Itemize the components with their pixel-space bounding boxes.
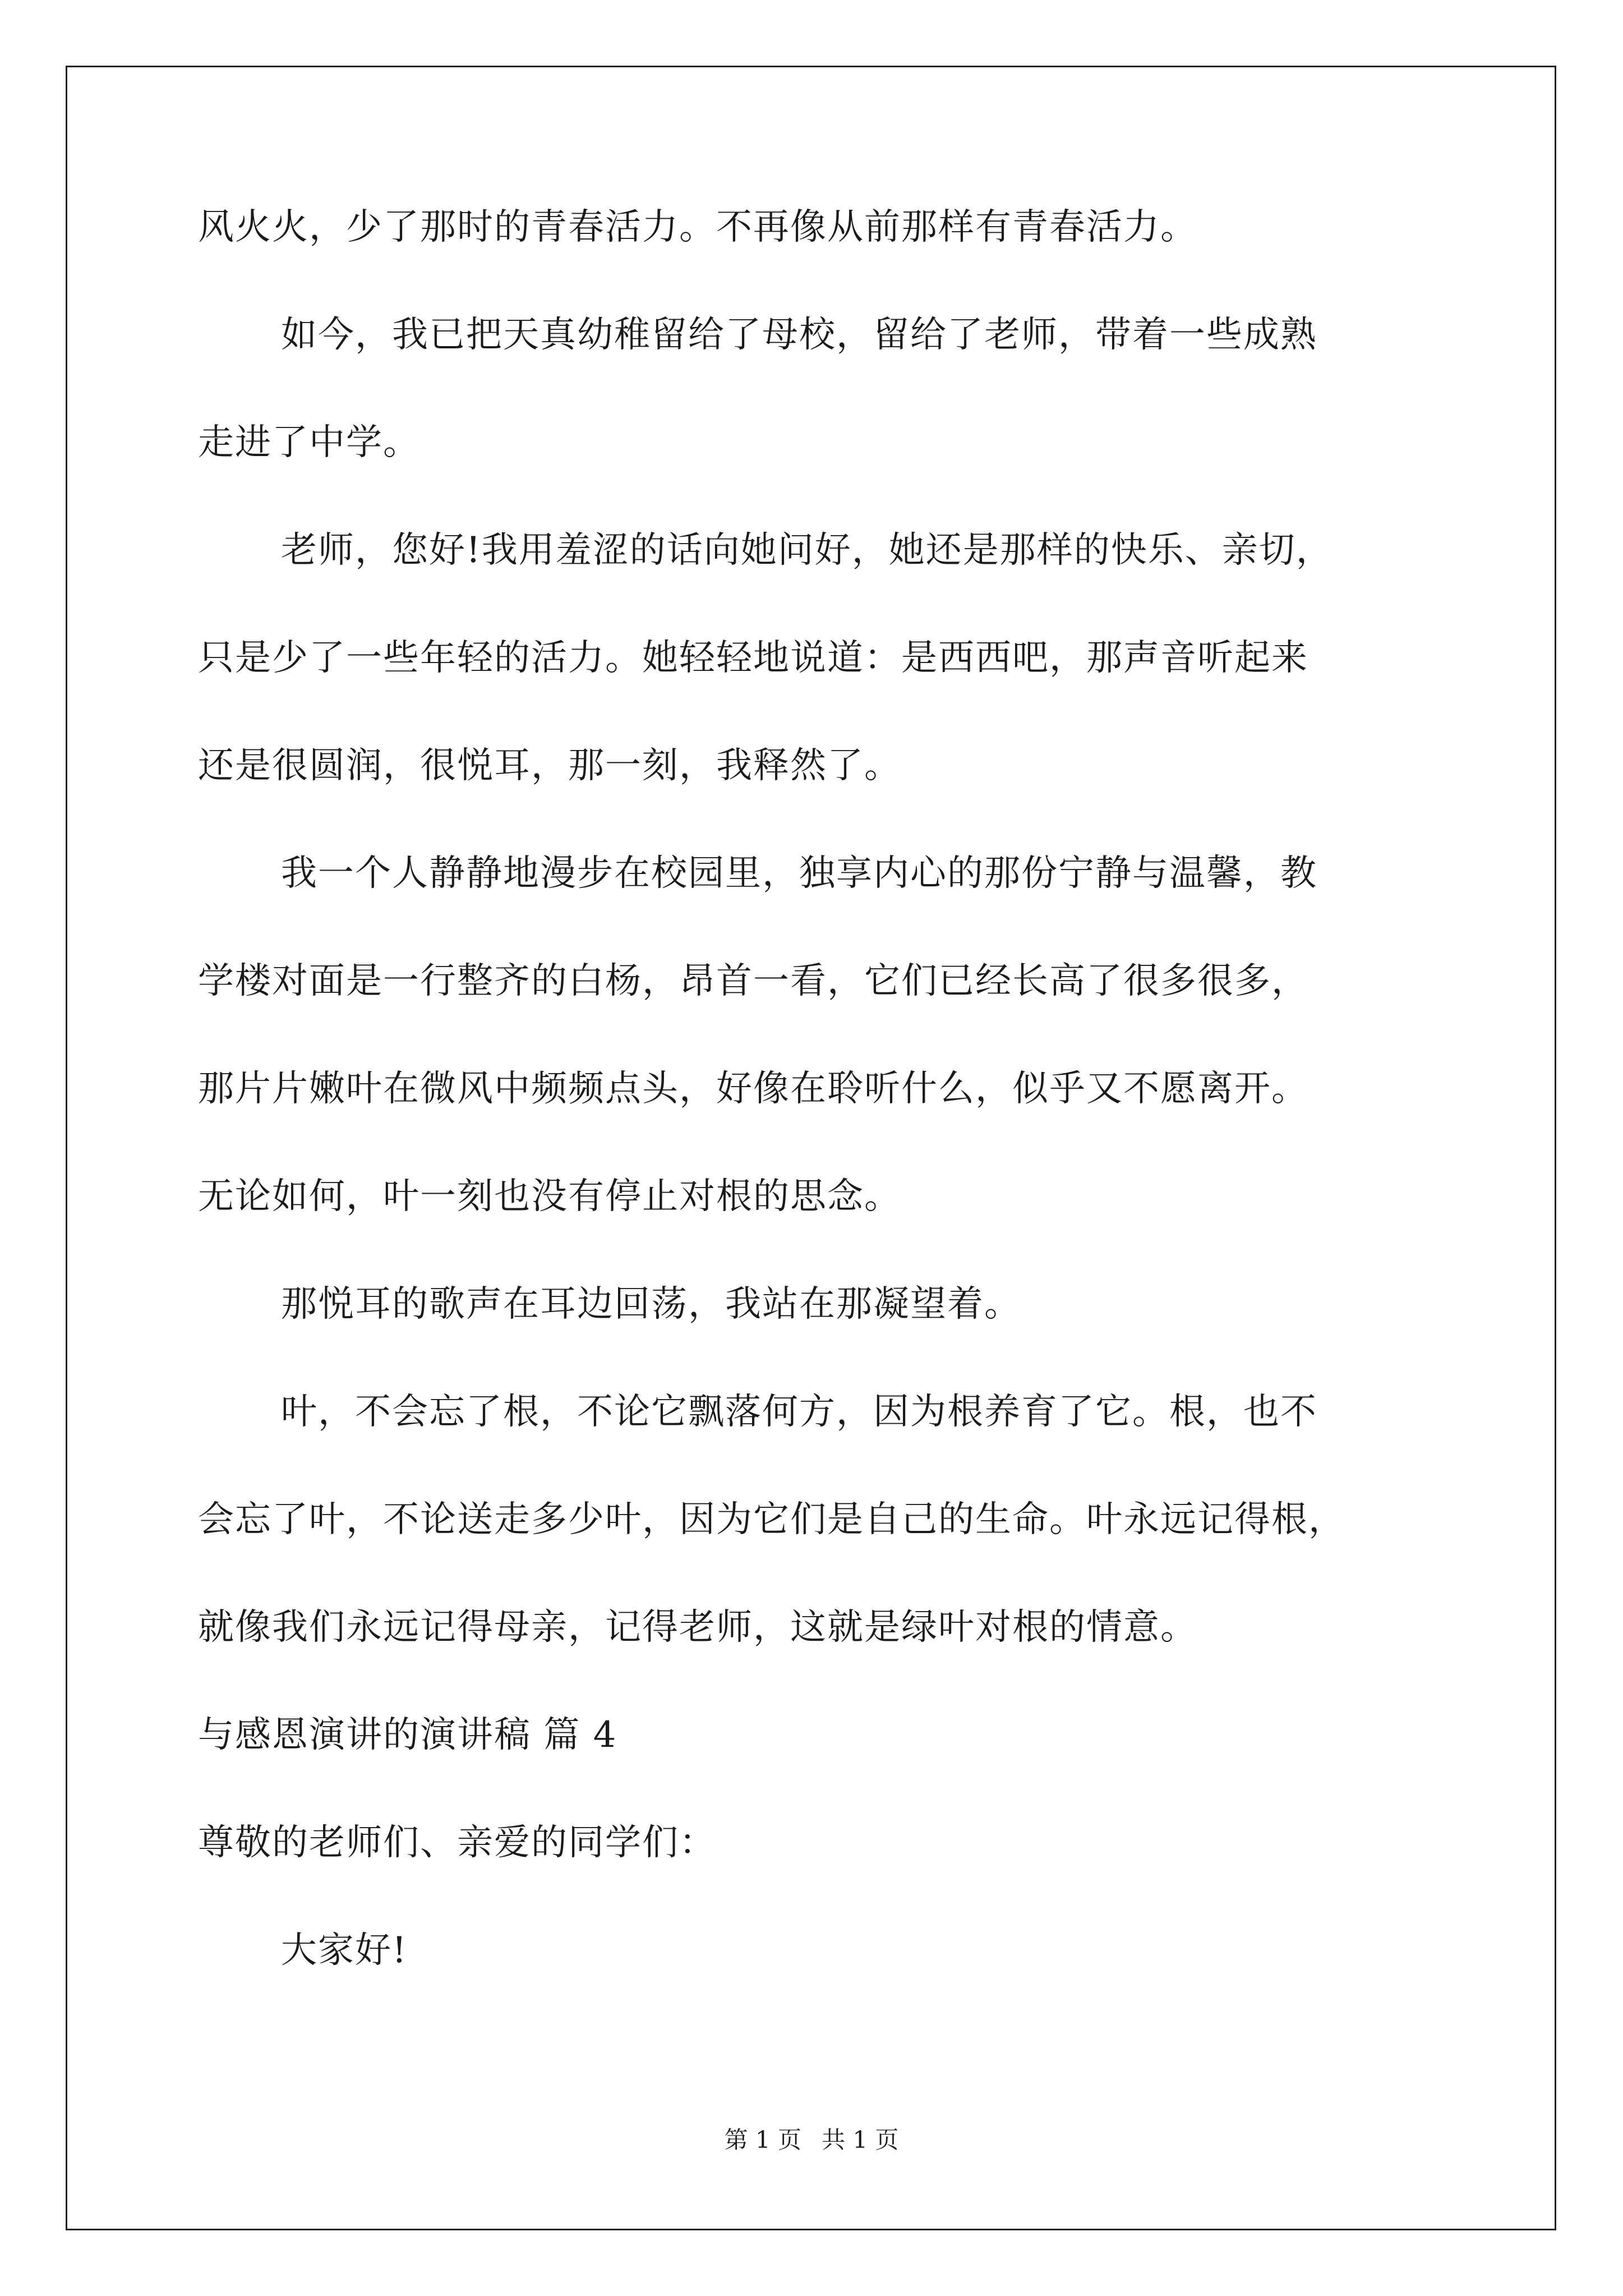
text-line: 风火火，少了那时的青春活力。不再像从前那样有青春活力。 (198, 206, 1197, 248)
text-line: 会忘了叶，不论送走多少叶，因为它们是自己的生命。叶永远记得根， (198, 1499, 1345, 1540)
page-border (66, 66, 1556, 2230)
paragraph-first-line: 老师，您好!我用羞涩的话向她问好，她还是那样的快乐、亲切， (281, 530, 1333, 571)
paragraph-first-line: 叶，不会忘了根，不论它飘落何方，因为根养育了它。根，也不 (281, 1391, 1317, 1433)
text-line: 就像我们永远记得母亲，记得老师，这就是绿叶对根的情意。 (198, 1607, 1197, 1648)
section-heading: 与感恩演讲的演讲稿 篇 4 (198, 1714, 617, 1756)
salutation: 尊敬的老师们、亲爱的同学们： (198, 1822, 716, 1864)
text-line: 还是很圆润，很悦耳，那一刻，我释然了。 (198, 745, 901, 786)
text-line: 走进了中学。 (198, 422, 420, 463)
paragraph-first-line: 如今，我已把天真幼稚留给了母校，留给了老师，带着一些成熟 (281, 314, 1317, 356)
paragraph-first-line: 我一个人静静地漫步在校园里，独享内心的那份宁静与温馨，教 (281, 853, 1317, 894)
text-line: 只是少了一些年轻的活力。她轻轻地说道：是西西吧，那声音听起来 (198, 637, 1308, 679)
text-line: 无论如何，叶一刻也没有停止对根的思念。 (198, 1176, 901, 1217)
greeting: 大家好! (281, 1930, 408, 1971)
page-total: 共 1 页 (822, 2126, 899, 2154)
page-footer (0, 2125, 1623, 2155)
page-number: 第 1 页 (724, 2126, 801, 2154)
paragraph-first-line: 那悦耳的歌声在耳边回荡，我站在那凝望着。 (281, 1283, 1021, 1325)
text-line: 学楼对面是一行整齐的白杨，昂首一看，它们已经长高了很多很多， (198, 960, 1308, 1002)
text-line: 那片片嫩叶在微风中频频点头，好像在聆听什么，似乎又不愿离开。 (198, 1068, 1308, 1110)
